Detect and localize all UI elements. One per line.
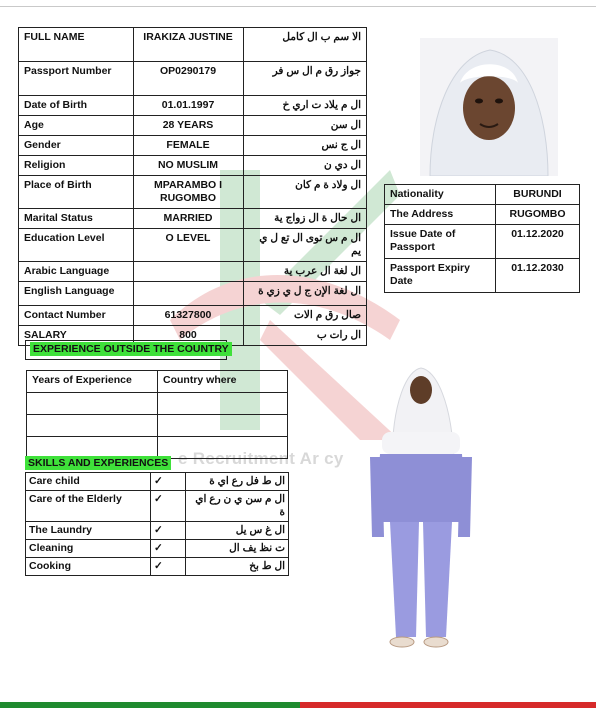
label-full-name: FULL NAME [19,28,134,62]
table-row [27,371,288,393]
table-row [19,116,367,136]
table-row [19,306,367,326]
passport-info-table [384,184,580,293]
skill-arabic: ال م سن ي ن رع اي ة [186,491,289,522]
table-cell [158,415,288,437]
value-religion: NO MUSLIM [133,156,243,176]
table-cell [27,393,158,415]
arabic-education-level: ال م س توى ال تع ل ي يم [243,229,367,262]
skill-label: Care of the Elderly [26,491,151,522]
table-row [385,225,580,259]
label-age: Age [19,116,134,136]
value-place-of-birth: MPARAMBO I RUGOMBO [133,176,243,209]
table-row [385,205,580,225]
value-passport-number: OP0290179 [133,62,243,96]
arabic-gender: ال ج نس [243,136,367,156]
label-education-level: Education Level [19,229,134,262]
watermark-text: e Recruitment Ar cy [178,449,344,468]
value-date-of-birth: 01.01.1997 [133,96,243,116]
table-row [19,176,367,209]
check-icon: ✓ [151,540,186,558]
arabic-arabic-language: ال لغة ال عرب ية [243,262,367,282]
table-row [385,185,580,205]
skill-arabic: ت نظ يف ال [186,540,289,558]
label-salary: SALARY [19,326,134,346]
value-gender: FEMALE [133,136,243,156]
skills-title: SKILLS AND EXPERIENCES [25,456,171,470]
col-years-experience: Years of Experience [27,371,158,393]
table-row [27,393,288,415]
label-contact-number: Contact Number [19,306,134,326]
full-body-photo [362,362,480,654]
table-cell [27,415,158,437]
table-row [26,558,289,576]
label-passport-number: Passport Number [19,62,134,96]
table-row [19,209,367,229]
skill-label: The Laundry [26,522,151,540]
table-row [19,62,367,96]
value-salary: 800 [133,326,243,346]
skill-label: Cleaning [26,540,151,558]
table-row [26,491,289,522]
value-arabic-language [133,262,243,282]
label-religion: Religion [19,156,134,176]
arabic-salary: ال رات ب [243,326,367,346]
table-row [19,28,367,62]
label-place-of-birth: Place of Birth [19,176,134,209]
value-expiry-date: 01.12.2030 [496,259,580,293]
experience-title: EXPERIENCE OUTSIDE THE COUNTRY [30,342,232,356]
arabic-passport-number: جواز رق م ال س فر [243,62,367,96]
label-expiry-date: Passport Expiry Date [385,259,496,293]
value-education-level: O LEVEL [133,229,243,262]
experience-table [26,370,288,459]
value-address: RUGOMBO [496,205,580,225]
arabic-marital-status: ال حال ة ال زواج ية [243,209,367,229]
table-row [19,229,367,262]
value-marital-status: MARRIED [133,209,243,229]
col-country-where: Country where [158,371,288,393]
check-icon: ✓ [151,558,186,576]
check-icon: ✓ [151,491,186,522]
label-issue-date: Issue Date of Passport [385,225,496,259]
skill-arabic: ال ط بخ [186,558,289,576]
table-row [26,522,289,540]
label-nationality: Nationality [385,185,496,205]
check-icon: ✓ [151,473,186,491]
arabic-english-language: ال لغة الإن ج ل ي زي ة [243,282,367,306]
arabic-contact-number: صال رق م الات [243,306,367,326]
skill-label: Cooking [26,558,151,576]
arabic-full-name: الا سم ب ال كامل [243,28,367,62]
table-row [19,96,367,116]
table-row [19,156,367,176]
label-english-language: English Language [19,282,134,306]
skill-label: Care child [26,473,151,491]
skill-arabic: ال غ س يل [186,522,289,540]
skill-arabic: ال ط فل رع اي ة [186,473,289,491]
table-row [19,136,367,156]
table-row [26,540,289,558]
portrait-photo [420,38,558,176]
footer-bar [0,700,596,708]
value-age: 28 YEARS [133,116,243,136]
table-row [19,262,367,282]
arabic-date-of-birth: ال م يلاد ت اري خ [243,96,367,116]
value-nationality: BURUNDI [496,185,580,205]
label-date-of-birth: Date of Birth [19,96,134,116]
label-gender: Gender [19,136,134,156]
value-contact-number: 61327800 [133,306,243,326]
table-row [27,415,288,437]
table-row [19,282,367,306]
value-english-language [133,282,243,306]
arabic-place-of-birth: ال ولاد ة م كان [243,176,367,209]
arabic-religion: ال دي ن [243,156,367,176]
skills-table [25,472,289,576]
personal-info-table [18,27,367,346]
value-issue-date: 01.12.2020 [496,225,580,259]
label-address: The Address [385,205,496,225]
top-rule [0,0,596,7]
arabic-age: ال سن [243,116,367,136]
table-cell [158,437,288,459]
label-marital-status: Marital Status [19,209,134,229]
check-icon: ✓ [151,522,186,540]
table-cell [158,393,288,415]
table-row [385,259,580,293]
label-arabic-language: Arabic Language [19,262,134,282]
value-full-name: IRAKIZA JUSTINE [133,28,243,62]
table-row [26,473,289,491]
